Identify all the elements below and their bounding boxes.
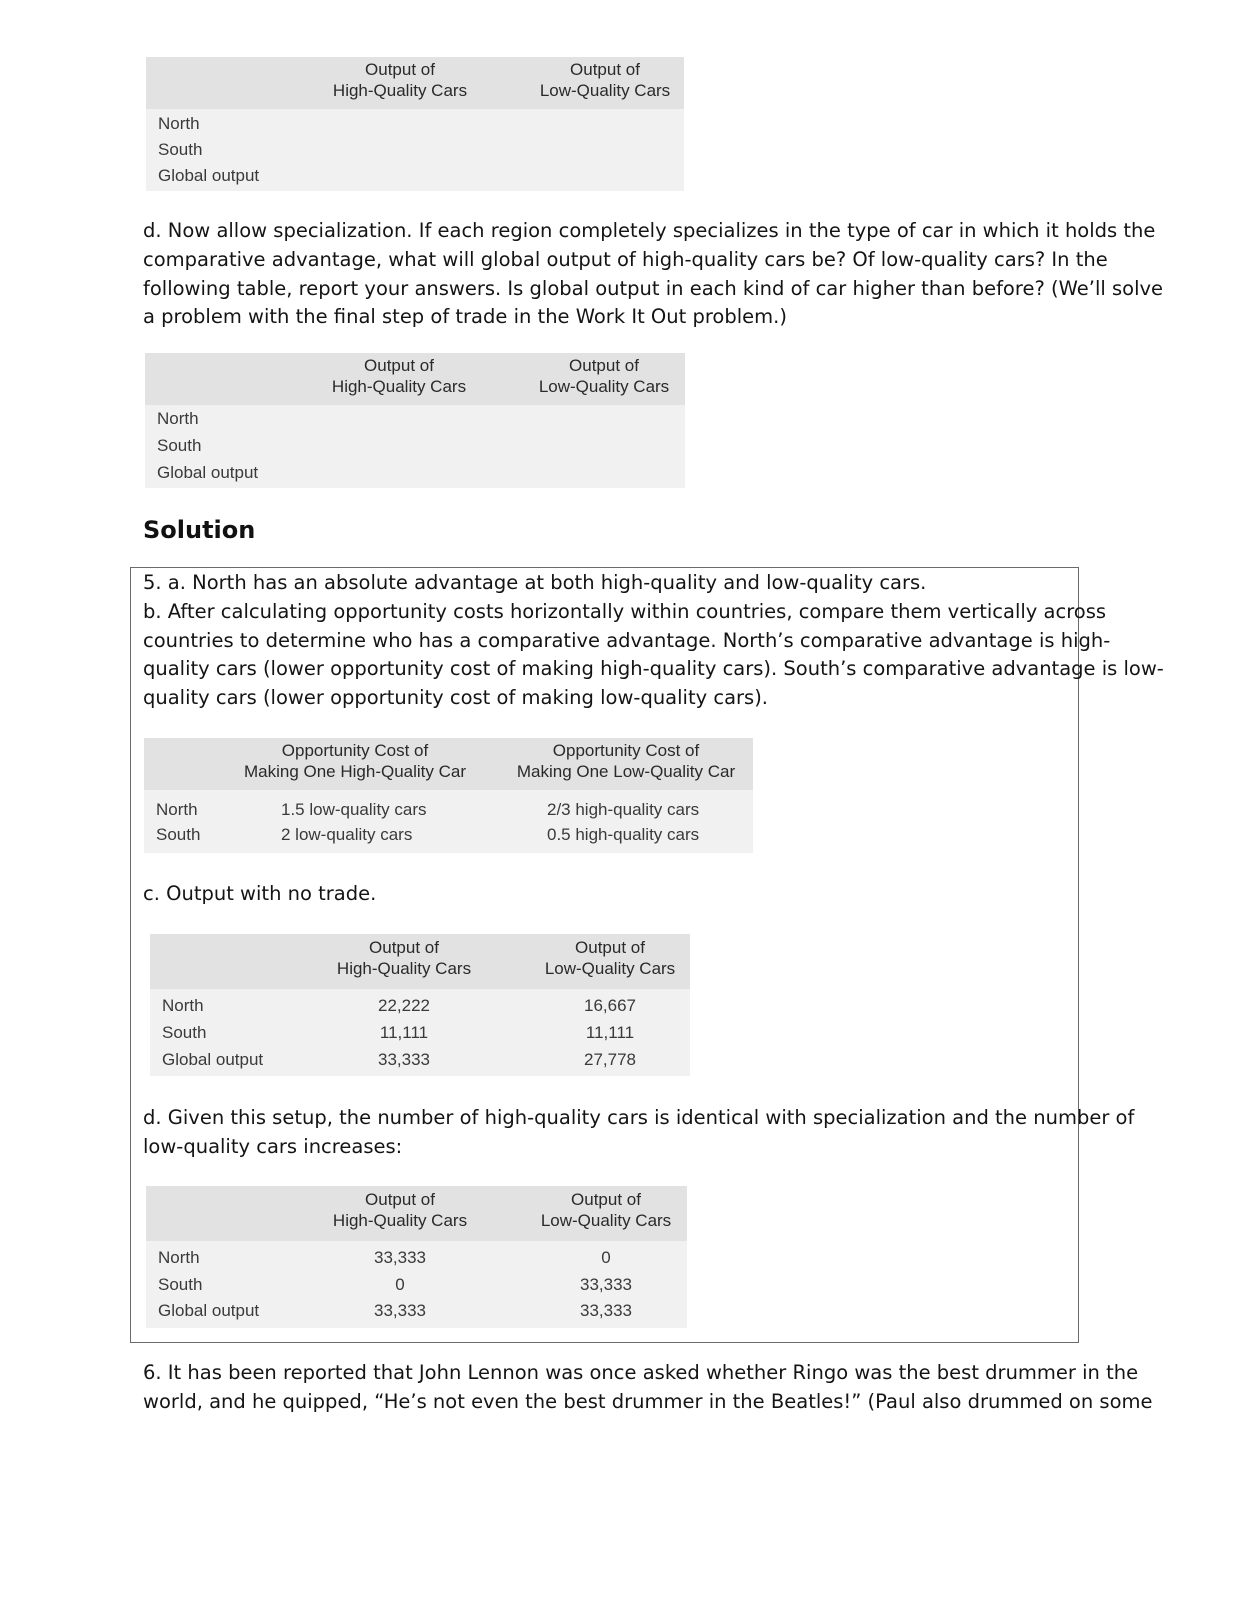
cell-value: 0	[395, 1275, 405, 1294]
row-label-north: North	[158, 114, 200, 133]
cell-value: 11,111	[379, 1023, 429, 1042]
specialization-answer-table	[145, 353, 685, 488]
row-label: North	[158, 1248, 200, 1267]
opportunity-cost-table	[144, 738, 753, 853]
cell-value: 0	[601, 1248, 611, 1267]
cell-value: 33,333	[580, 1301, 632, 1320]
question-6: 6. It has been reported that John Lennon was once asked whether Ringo was the best drummer in the world, and he quipped, “He’s not even the best drummer in the Beatles!” (Paul also drummed on some	[143, 1361, 1153, 1413]
row-label-south: South	[157, 436, 202, 455]
row-label-global: Global output	[157, 463, 259, 482]
cell-value: 33,333	[374, 1248, 426, 1267]
top-output-table	[146, 57, 684, 191]
col-header-low-quality: Output of Low-Quality Cars	[544, 938, 676, 978]
specialization-output-table	[146, 1186, 687, 1328]
col-header-high-quality: Output of High-Quality Cars	[336, 938, 472, 978]
row-label: South	[158, 1275, 203, 1294]
row-label: North	[162, 996, 204, 1015]
row-label: South	[162, 1023, 207, 1042]
solution-a-b-text: 5. a. North has an absolute advantage at both high-quality and low-quality cars. b. After calculating opportunity costs horizontally within countries, compare them vertically across countries to determine who has a comparative advantage. North’s comparative advantage is high- quality cars (lower opportunity cost of making high-quality cars). South’s comparative advantage is low- quality cars (lower opportunity cost of making low-quality cars).	[143, 571, 1164, 710]
no-trade-output-table	[150, 934, 690, 1076]
part-d-question: d. Now allow specialization. If each region completely specializes in the type of car in which it holds the comparative advantage, what will global output of high-quality cars be? Of low-quality cars? In the following table, report your answers. Is global output in each kind of car higher than before? (We’ll solve a problem with the final step of trade in the Work It Out problem.)	[143, 219, 1164, 329]
row-label: Global output	[162, 1050, 264, 1069]
cell-value: 16,667	[584, 996, 636, 1015]
cell-value: 2/3 high-quality cars	[547, 800, 700, 819]
row-label: North	[156, 800, 198, 819]
cell-value: 0.5 high-quality cars	[547, 825, 700, 844]
cell-value: 33,333	[580, 1275, 632, 1294]
col-header-low-quality: Output of Low-Quality Cars	[540, 1190, 672, 1230]
solution-d-text: d. Given this setup, the number of high-quality cars is identical with specialization and the number of low-quality cars increases:	[143, 1106, 1135, 1158]
cell-value: 27,778	[584, 1050, 636, 1069]
col-header-low-quality: Output of Low-Quality Cars	[538, 356, 670, 396]
solution-heading: Solution	[143, 516, 256, 544]
row-label-north: North	[157, 409, 199, 428]
col-header-high-quality: Output of High-Quality Cars	[332, 1190, 468, 1230]
col-header-low-quality: Output of Low-Quality Cars	[539, 60, 671, 100]
cell-value: 1.5 low-quality cars	[281, 800, 427, 819]
row-label-global: Global output	[158, 166, 260, 185]
col-header-opp-low: Opportunity Cost of Making One Low-Quality Car	[516, 741, 736, 781]
cell-value: 2 low-quality cars	[281, 825, 413, 844]
cell-value: 11,111	[585, 1023, 635, 1042]
col-header-opp-high: Opportunity Cost of Making One High-Quality Car	[243, 741, 467, 781]
row-label: Global output	[158, 1301, 260, 1320]
cell-value: 22,222	[378, 996, 430, 1015]
col-header-high-quality: Output of High-Quality Cars	[331, 356, 467, 396]
row-label-south: South	[158, 140, 203, 159]
row-label: South	[156, 825, 201, 844]
cell-value: 33,333	[374, 1301, 426, 1320]
solution-c-label: c. Output with no trade.	[143, 882, 377, 905]
cell-value: 33,333	[378, 1050, 430, 1069]
col-header-high-quality: Output of High-Quality Cars	[332, 60, 468, 100]
